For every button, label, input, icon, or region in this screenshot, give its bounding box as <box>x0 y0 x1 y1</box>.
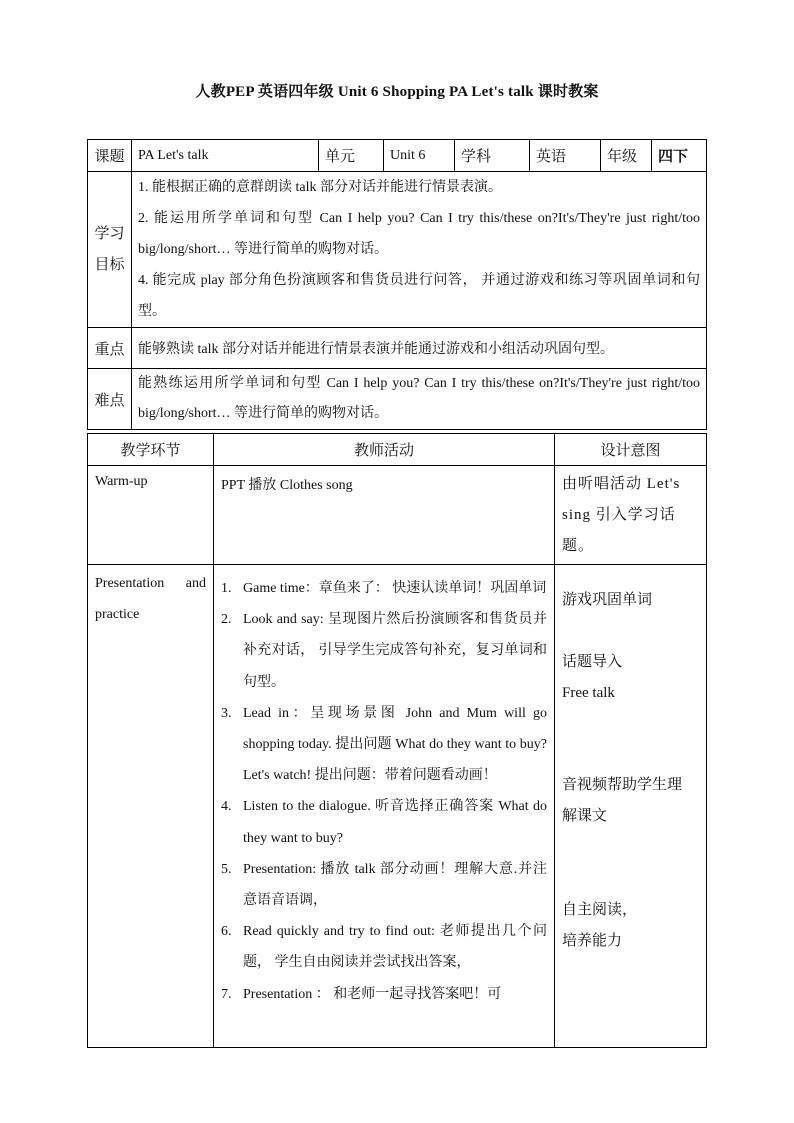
warmup-intent: 由听唱活动 Let's sing 引入学习话题。 <box>555 466 707 565</box>
key-label: 重点 <box>88 328 132 369</box>
subject-label: 学科 <box>455 140 530 172</box>
unit-label: 单元 <box>319 140 384 172</box>
goals-label-line1: 学习 <box>94 225 125 242</box>
intent-reading-2: 培养能力 <box>562 933 623 949</box>
topic-label: 课题 <box>88 140 132 172</box>
list-item: 6. Read quickly and try to find out: 老师提出几个问题， 学生自由阅读并尝试找出答案， <box>221 924 547 971</box>
difficulty-text: 能熟练运用所学单词和句型 Can I help you? Can I try this/these on?It's/They're just right/too big/long/short… 等进行简单的购物对话。 <box>138 376 700 421</box>
presentation-stage: Presentation and practice <box>88 565 214 1048</box>
key-points: 能够熟读 talk 部分对话并能进行情景表演并能通过游戏和小组活动巩固句型。 <box>132 328 707 369</box>
list-item: 5. Presentation: 播放 talk 部分动画！理解大意.并注意语音语调， <box>221 861 547 909</box>
intent-free-talk: Free talk <box>562 685 615 701</box>
list-item: 4. Listen to the dialogue. 听音选择正确答案 What do they want to buy? <box>221 799 547 846</box>
goal-item: 1. 能根据正确的意群朗读 talk 部分对话并能进行情景表演。 <box>138 180 502 195</box>
lesson-process-table <box>87 433 707 1048</box>
goal-item: 2. 能运用所学单词和句型 Can I help you? Can I try this/these on?It's/They're just right/too big/long/short… 等进行简单的购物对话。 <box>138 211 700 257</box>
presentation-activities <box>214 565 555 1048</box>
presentation-intents <box>555 565 707 1048</box>
list-item: 3. Lead in：呈现场景图 John and Mum will go shopping today. 提出问题 What do they want to buy?Let's watch! 提出问题：带着问题看动画！ <box>221 705 547 784</box>
header-teacher-activity: 教师活动 <box>214 434 555 466</box>
intent-video-2: 解课文 <box>562 808 608 824</box>
subject-value: 英语 <box>530 140 601 172</box>
list-item: 1. Game time：章鱼来了： 快速认读单词！巩固单词 <box>221 581 547 596</box>
goal-item: 4. 能完成 play 部分角色扮演顾客和售货员进行问答， 并通过游戏和练习等巩固单词和句型。 <box>138 273 700 319</box>
difficulty-label: 难点 <box>88 369 132 430</box>
lesson-info-table <box>87 139 707 430</box>
intent-topic: 话题导入 <box>562 654 623 670</box>
goals-content <box>132 172 707 328</box>
intent-games: 游戏巩固单词 <box>562 592 653 608</box>
list-item: 7. Presentation ： 和老师一起寻找答案吧！可 <box>221 986 502 1002</box>
goals-label <box>88 172 132 328</box>
intent-reading: 自主阅读， <box>562 902 638 918</box>
header-stage: 教学环节 <box>88 434 214 466</box>
goals-label-line2: 目标 <box>94 256 125 273</box>
intent-video: 音视频帮助学生理 <box>562 777 683 793</box>
list-item: 2. Look and say: 呈现图片然后扮演顾客和售货员并补充对话， 引导学生完成答句补充，复习单词和句型。 <box>221 612 547 690</box>
activity-list <box>221 573 547 1010</box>
grade-label: 年级 <box>601 140 652 172</box>
unit-value: Unit 6 <box>384 140 455 172</box>
document-title: 人教PEP 英语四年级 Unit 6 Shopping PA Let's talk 课时教案 <box>195 84 599 100</box>
warmup-stage: Warm-up <box>88 466 214 565</box>
warmup-activity: PPT 播放 Clothes song <box>214 466 555 565</box>
difficulty-points <box>132 369 707 430</box>
grade-value: 四下 <box>652 140 707 172</box>
topic-value: PA Let's talk <box>132 140 319 172</box>
header-design-intent: 设计意图 <box>555 434 707 466</box>
